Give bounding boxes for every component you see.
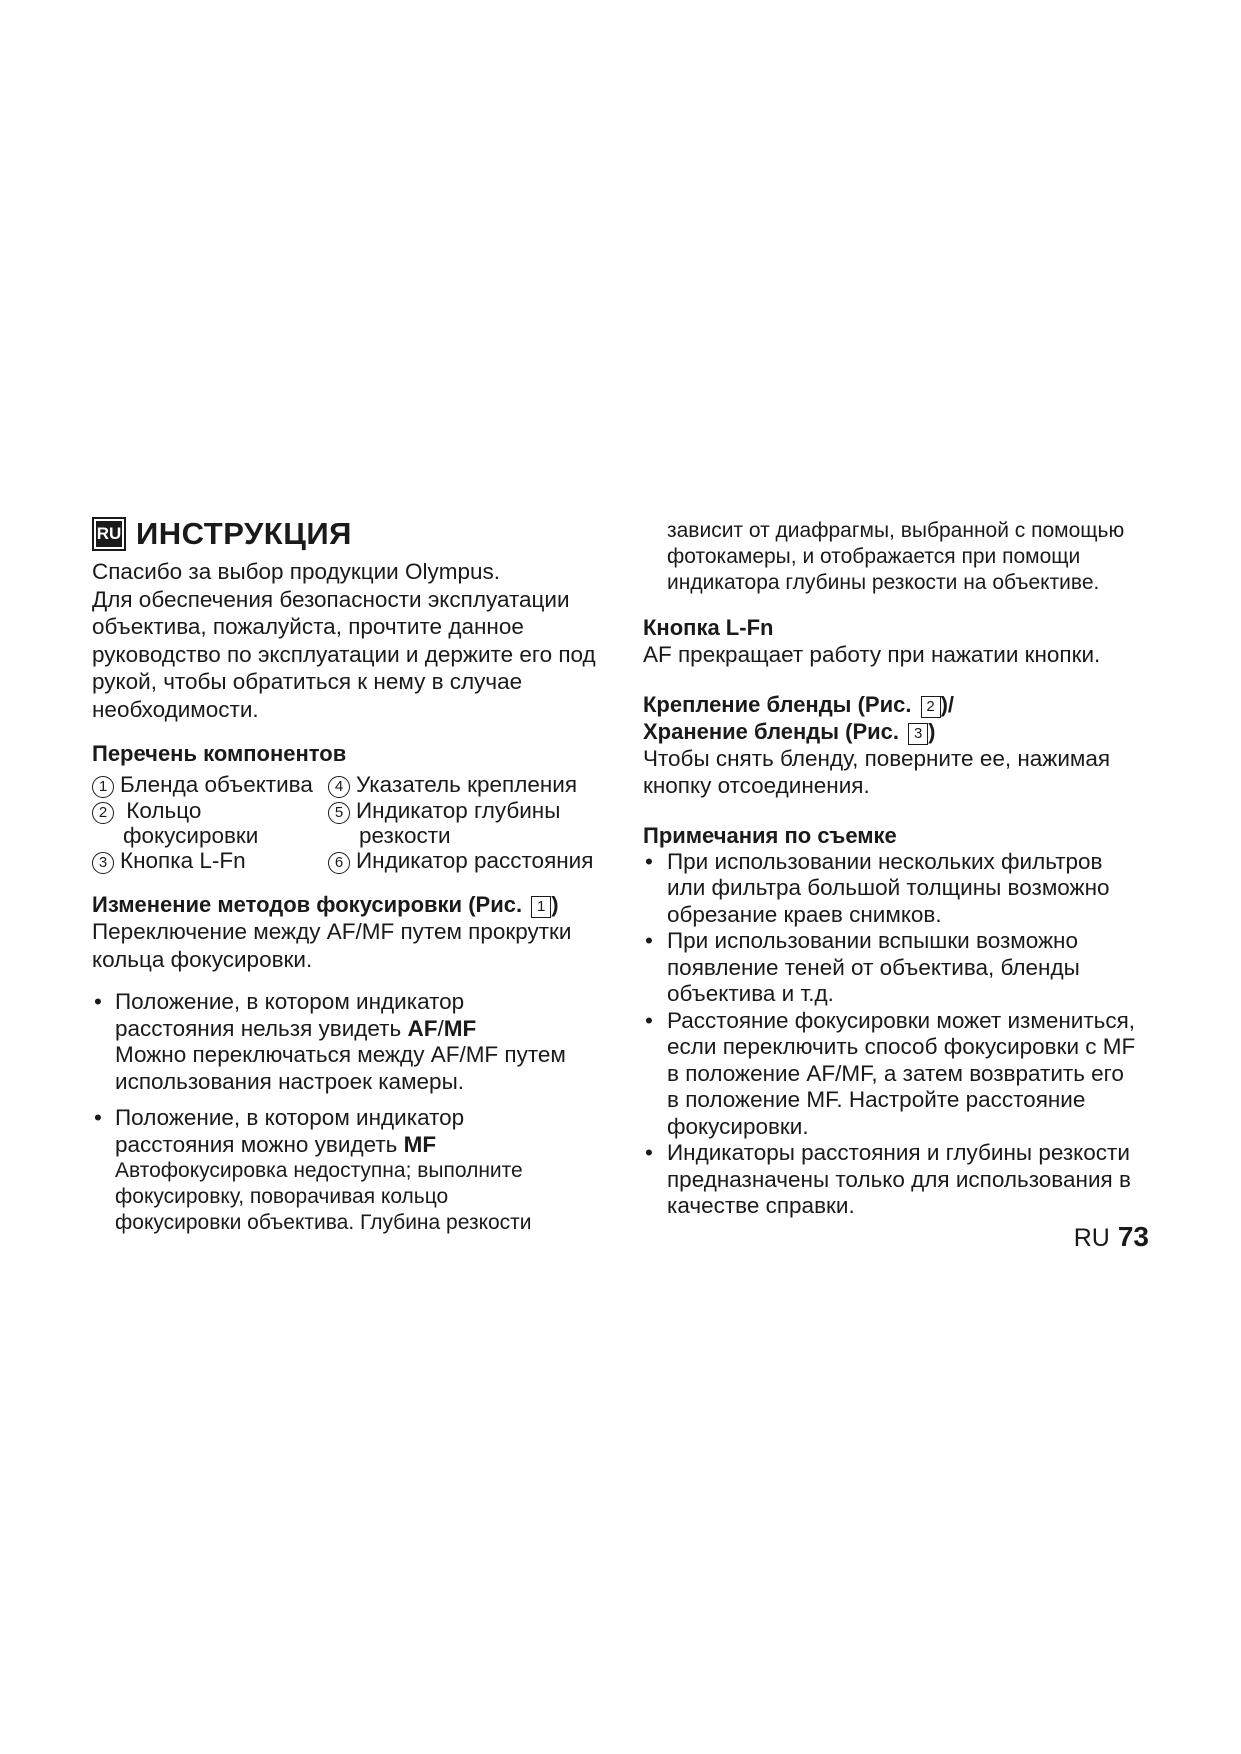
component-label: Указатель крепления (356, 772, 578, 797)
circled-number: 5 (328, 802, 350, 824)
list-item: • Положение, в котором индикатор расстояния можно увидеть MF Автофокусировка недоступна; выполните фокусировку, поворачивая кольцо фокусировки объектива. Глубина резкости (92, 1105, 612, 1236)
component-item (92, 773, 313, 798)
lfn-heading: Кнопка L-Fn (643, 615, 774, 640)
component-label-cont: фокусировки (123, 823, 259, 848)
page-title (92, 516, 612, 552)
list-item: • Индикаторы расстояния и глубины резкости предназначены только для использования в качестве справки. (643, 1140, 1143, 1220)
right-column (643, 518, 1163, 1220)
components-heading: Перечень компонентов (92, 741, 347, 766)
component-label: Индикатор расстояния (356, 848, 594, 873)
intro-thanks: Спасибо за выбор продукции Olympus. (92, 559, 501, 584)
circled-number: 1 (92, 776, 114, 798)
focus-change-text: Переключение между AF/MF путем прокрутки кольца фокусировки. (92, 919, 572, 972)
component-item (328, 849, 593, 874)
component-item (328, 799, 560, 848)
continuation-text: зависит от диафрагмы, выбранной с помощью фотокамеры, и отображается при помощи индикатора глубины резкости на объективе. (667, 519, 1125, 594)
component-label: Индикатор глубины (356, 798, 561, 823)
hood-heading-attach: Крепление бленды (Рис. 2 )/ (643, 691, 955, 717)
component-label-cont: резкости (359, 823, 451, 848)
circled-number: 2 (92, 802, 114, 824)
left-column (92, 516, 612, 1236)
circled-number: 6 (328, 852, 350, 874)
title-text: ИНСТРУКЦИЯ (136, 516, 352, 551)
component-label: Кнопка L-Fn (120, 848, 246, 873)
intro-safety: Для обеспечения безопасности эксплуатации объектива, пожалуйста, прочтите данное руководство по эксплуатации и держите его под рукой, чтобы обратиться к нему в случае необходимости. (92, 586, 596, 722)
component-item (92, 849, 246, 874)
components-list (92, 771, 612, 873)
component-item (92, 799, 258, 848)
page-number: RU 73 (1073, 1221, 1149, 1252)
figure-number: 1 (531, 896, 551, 918)
component-label: Кольцо (126, 798, 202, 823)
list-item: • При использовании нескольких фильтров или фильтра большой толщины возможно обрезание краев снимков. (643, 849, 1143, 929)
language-badge: RU (92, 517, 126, 551)
component-label: Бленда объектива (120, 772, 313, 797)
figure-number: 3 (908, 723, 928, 745)
focus-bullets (92, 989, 612, 1236)
lfn-text: AF прекращает работу при нажатии кнопки. (643, 642, 1101, 667)
notes-list (643, 849, 1143, 1220)
focus-change-heading: Изменение методов фокусировки (Рис. 1 ) (92, 892, 559, 917)
hood-text: Чтобы снять бленду, поверните ее, нажимая кнопку отсоединения. (643, 745, 1111, 798)
list-item: • Положение, в котором индикатор расстояния нельзя увидеть AF/MF Можно переключаться между AF/MF путем использования настроек камеры. (92, 989, 612, 1095)
notes-heading: Примечания по съемке (643, 822, 897, 848)
list-item: • При использовании вспышки возможно появление теней от объектива, бленды объектива и т.д. (643, 928, 1143, 1008)
figure-number: 2 (921, 696, 941, 718)
component-item (328, 773, 577, 798)
list-item: • Расстояние фокусировки может измениться, если переключить способ фокусировки с MF в положение AF/MF, а затем возвратить его в положение MF. Настройте расстояние фокусировки. (643, 1008, 1137, 1141)
circled-number: 3 (92, 852, 114, 874)
circled-number: 4 (328, 776, 350, 798)
hood-heading-storage: Хранение бленды (Рис. 3 ) (643, 718, 936, 744)
